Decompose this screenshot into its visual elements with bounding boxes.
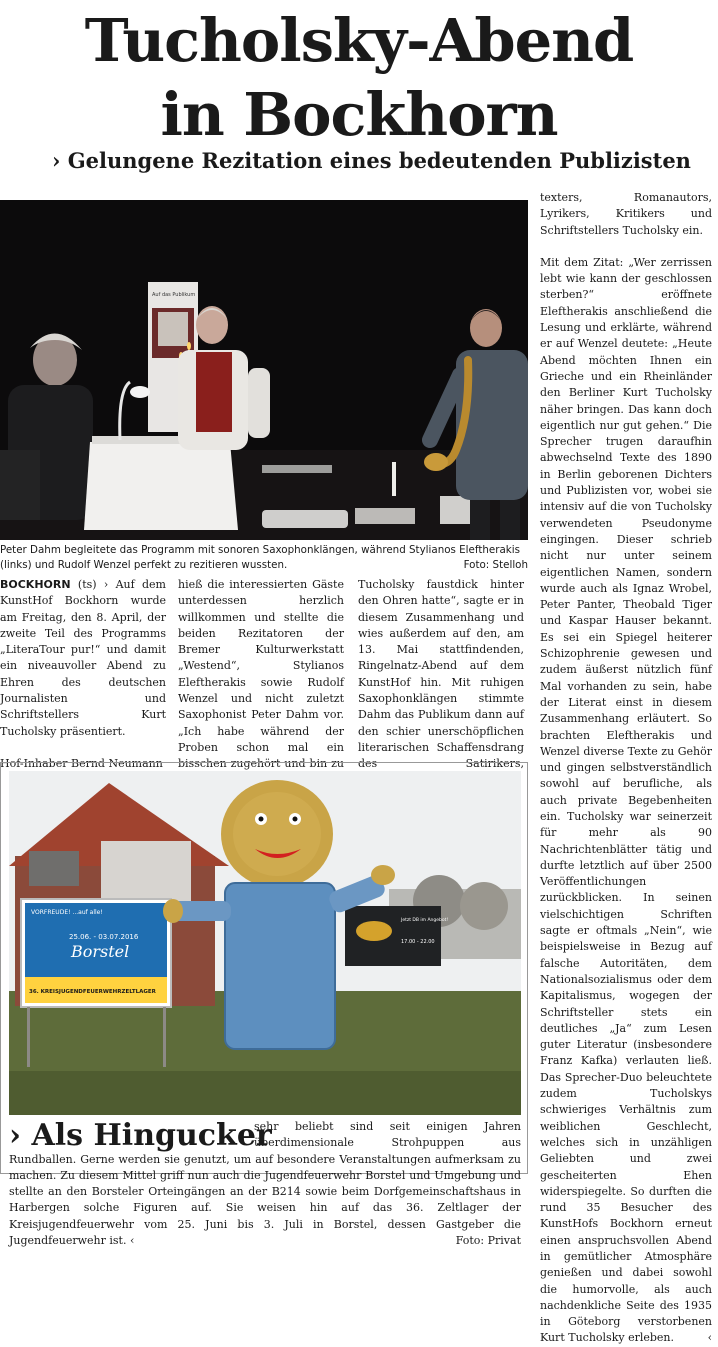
article-column-2: hieß die interessierten Gäste unterdessen herzlich willkommen und stellte die beiden Rezitatoren der Bremer Kulturwerkstatt „Westend“, Stylianos Eleftherakis sowie Rudolf Wenzel und nicht zuletzt Saxophonist Peter Dahm vor. „Ich habe während der Proben schon mal ein bisschen zugehört und bin zu xyxy=(178,578,344,771)
event-photo-image xyxy=(0,200,528,540)
hingucker-title: › Als Hingucker xyxy=(9,1118,272,1153)
hingucker-body: sehr beliebt sind seit einigen Jahren überdimensionale Strohpuppen aus Rundballen. Gerne werden sie genutzt, um auf besondere Veranstaltungen aufmerksam zu machen. Zu diesem Mittel griff nun auch die Jugendfeuerwehr Borstel und Umgebung und stellte an den Borsteler Orteingängen an der B214 sowie beim Dorfgemeinschaftshaus in Harbergen solche Figuren auf. Sie weisen hin auf das 36. Zeltlager der Kreisjugendfeuerwehr vom 25. Juni bis 3. Juli in Borstel, dessen Gastgeber die Jugendfeuerwehr ist. ‹ xyxy=(9,1120,521,1248)
article-paragraph: texters, Romanautors, Lyrikers, Kritikers und Schriftstellers Tucholsky ein. xyxy=(540,191,712,237)
photo-credit: Foto: Stelloh xyxy=(463,559,528,571)
article-column-3: Tucholsky faustdick hinter den Ohren hatte“, sagte er in diesem Zusammenhang und wies außerdem auf den, am 13. Mai stattfindenden, Ringelnatz-Abend auf dem KunstHof hin. Mit ruhigen Saxophonklängen stimmte Dahm das Publikum dann auf den schier unerschöpflichen literarischen Schaffensdrang des Satirikers, xyxy=(358,578,524,771)
subheadline: › Gelungene Rezitation eines bedeutenden Publizisten xyxy=(52,148,691,173)
straw-figure-image xyxy=(9,771,521,1115)
banner-dates: 25.06. - 03.07.2016 xyxy=(69,933,139,941)
event-photo xyxy=(0,200,528,540)
straw-figure-photo xyxy=(9,771,521,1115)
headline xyxy=(0,4,718,152)
article-lead: (ts) › Auf dem KunstHof Bockhorn wurde am Freitag, den 8. April, der zweite Teil des Programms „LiteraTour pur!“ und damit ein niveauvoller Abend zu Ehren des deutschen Journalisten und Schriftstellers Kurt Tucholsky präsentiert. xyxy=(0,578,166,738)
article-paragraph: Hof-Inhaber Bernd Neumann xyxy=(0,756,163,770)
headline-line-1: Tucholsky-Abend xyxy=(84,6,634,75)
banner-vorfreude: VORFREUDE! ...auf alle! xyxy=(31,909,103,916)
photo-caption xyxy=(0,543,528,573)
article-column-1 xyxy=(0,577,166,788)
trailer-line-2: 17.00 - 22.00 xyxy=(401,939,435,945)
hingucker-text xyxy=(9,1119,521,1249)
dateline: BOCKHORN xyxy=(0,578,71,591)
headline-line-2: in Bockhorn xyxy=(160,80,558,149)
hingucker-box xyxy=(0,762,528,1248)
trailer-line-1: Jetzt DB im Angebot! xyxy=(401,918,449,923)
hingucker-credit: Foto: Privat xyxy=(455,1234,521,1248)
banner-place: Borstel xyxy=(71,942,130,961)
end-mark: ‹ xyxy=(707,1331,712,1345)
article-column-4 xyxy=(540,190,712,1347)
banner-event: 36. KREISJUGENDFEUERWEHRZELTLAGER xyxy=(29,989,156,995)
poster-text: Auf das Publikum xyxy=(152,292,196,298)
article-paragraph: Mit dem Zitat: „Wer zerrissen lebt wie kann der geschlossen sterben?“ eröffnete Eleftherakis anschließend die Lesung und erklärte, während er auf Wenzel deutete: „Heute Abend möchten Ihnen ein Grieche und ein Rheinländer den Berliner Kurt Tucholsky näher bringen. Das kann doch eigentlich nur gut gehen.“ Die Sprecher trugen daraufhin abwechselnd Texte des 1890 in Berlin geborenen Dichters und Publizisten vor, wobei sie intensiv auf die von Tucholsky verwendeten Pseudonyme eingingen. Dieser schrieb nicht nur unter seinem eigentlichen Namen, sondern wurde auch als Ignaz Wrobel, Peter Panter, Theobald Tiger und Kaspar Hauser bekannt. Es sei ein Spiegel heiterer Schizophrenie gewesen und zudem äußerst nützlich fünf Mal vorhanden zu sein, habe der Literat einst in diesem Zusammenhang erläutert. So brachten Eleftherakis und Wenzel diverse Texte zu Gehör und gingen selbstverständlich sowohl auf berufliche, als auch private Begebenheiten ein. Tucholsky war seinerzeit für mehr als 90 Nachrichtenblätter tätig und durfte letztlich auf über 2500 Veröffentlichungen zurückblicken. In seinen vielschichtigen Schriften sagte er oftmals „Nein“, wie beispielsweise in Bezug auf falsche Autoritäten, dem Nationalsozialismus oder dem Kapitalismus, wogegen der Schriftsteller stets ein deutliches „Ja“ zum Lesen guter Literatur (insbesondere Franz Kafka) verlauten ließ. Das Sprecher-Duo beleuchtete zudem Tucholskys schwieriges Verhältnis zum weiblichen Geschlecht, welches sich in unzähligen Geliebten und zwei gescheiterten Ehen widerspiegelte. So durften die rund 35 Besucher des KunstHofs Bockhorn erneut einen anspruchsvollen Abend in gemütlicher Atmosphäre genießen und dabei sowohl die humorvolle, als auch nachdenkliche Seite des 1935 in Göteborg verstorbenen Kurt Tucholsky erleben. xyxy=(540,255,712,1345)
photo-caption-text: Peter Dahm begleitete das Programm mit sonoren Saxophonklängen, während Stylianos Eleftherakis (links) und Rudolf Wenzel perfekt zu rezitieren wussten. xyxy=(0,544,520,571)
